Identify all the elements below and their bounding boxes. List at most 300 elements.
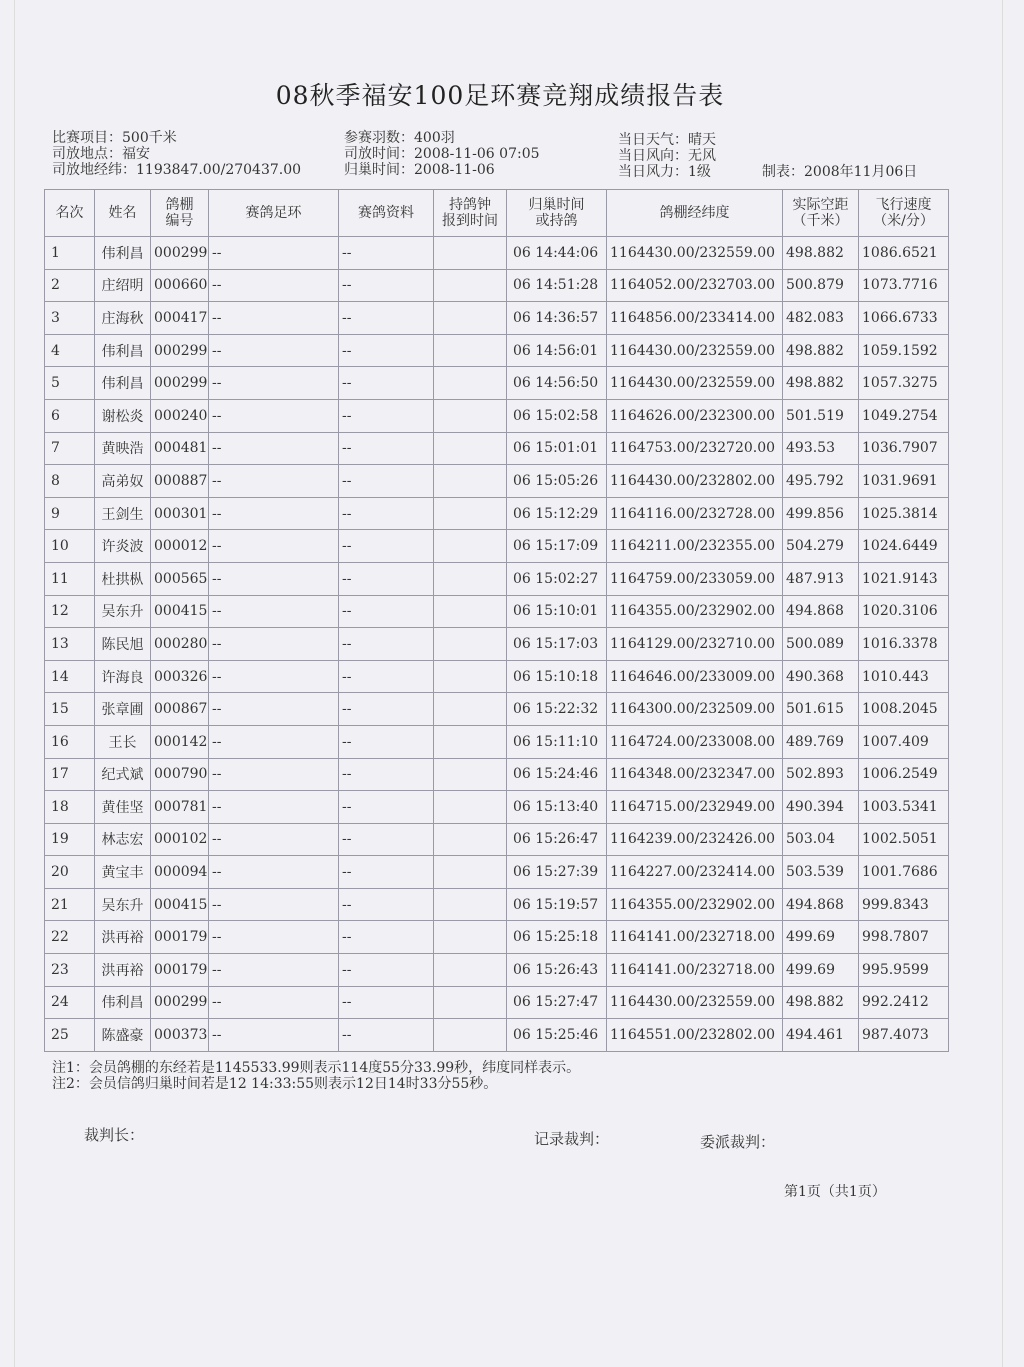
cell-coord: 1164646.00/233009.00 (607, 660, 783, 693)
table-header-row (45, 190, 949, 237)
cell-rank: 8 (45, 465, 95, 498)
cell-speed: 1086.6521 (859, 237, 949, 270)
cell-rank: 16 (45, 725, 95, 758)
cell-info: -- (339, 562, 434, 595)
table-row (45, 269, 949, 302)
cell-name: 伟利昌 (95, 367, 151, 400)
cell-speed: 1016.3378 (859, 628, 949, 661)
column-header: 赛鸽资料 (339, 190, 434, 237)
cell-info: -- (339, 856, 434, 889)
cell-clock (434, 595, 507, 628)
chief-referee-label: 裁判长： (84, 1126, 145, 1144)
cell-clock (434, 791, 507, 824)
cell-info: -- (339, 334, 434, 367)
cell-name: 谢松炎 (95, 399, 151, 432)
cell-loft: 000660 (151, 269, 209, 302)
column-header: 鸽棚经纬度 (607, 190, 783, 237)
cell-coord: 1164116.00/232728.00 (607, 497, 783, 530)
cell-time: 06 15:26:47 (507, 823, 607, 856)
cell-ring: -- (209, 302, 339, 335)
column-header: 姓名 (95, 190, 151, 237)
cell-dist: 482.083 (783, 302, 859, 335)
cell-loft: 000179 (151, 954, 209, 987)
cell-loft: 000565 (151, 562, 209, 595)
cell-clock (434, 465, 507, 498)
cell-clock (434, 660, 507, 693)
cell-time: 06 15:22:32 (507, 693, 607, 726)
cell-ring: -- (209, 334, 339, 367)
column-header: 飞行速度 （米/分） (859, 190, 949, 237)
column-header: 持鸽钟 报到时间 (434, 190, 507, 237)
cell-loft: 000417 (151, 302, 209, 335)
cell-loft: 000867 (151, 693, 209, 726)
cell-clock (434, 758, 507, 791)
cell-name: 洪再裕 (95, 921, 151, 954)
cell-speed: 1024.6449 (859, 530, 949, 563)
cell-loft: 000373 (151, 1019, 209, 1052)
cell-ring: -- (209, 497, 339, 530)
cell-rank: 17 (45, 758, 95, 791)
table-row (45, 497, 949, 530)
table-row (45, 334, 949, 367)
cell-rank: 9 (45, 497, 95, 530)
cell-loft: 000415 (151, 888, 209, 921)
info-item: 当日风向：无风 (618, 148, 716, 164)
cell-info: -- (339, 758, 434, 791)
cell-time: 06 15:10:01 (507, 595, 607, 628)
cell-loft: 000142 (151, 725, 209, 758)
cell-time: 06 15:25:18 (507, 921, 607, 954)
cell-time: 06 15:01:01 (507, 432, 607, 465)
cell-dist: 503.539 (783, 856, 859, 889)
cell-speed: 1021.9143 (859, 562, 949, 595)
cell-dist: 494.461 (783, 1019, 859, 1052)
cell-rank: 18 (45, 791, 95, 824)
table-row (45, 823, 949, 856)
info-item: 当日天气：晴天 (618, 132, 716, 148)
column-header: 赛鸽足环 (209, 190, 339, 237)
cell-clock (434, 269, 507, 302)
cell-speed: 987.4073 (859, 1019, 949, 1052)
cell-dist: 500.879 (783, 269, 859, 302)
info-item: 司放地经纬：1193847.00/270437.00 (52, 162, 302, 178)
cell-coord: 1164724.00/233008.00 (607, 725, 783, 758)
cell-clock (434, 1019, 507, 1052)
cell-clock (434, 921, 507, 954)
cell-speed: 1006.2549 (859, 758, 949, 791)
cell-coord: 1164355.00/232902.00 (607, 595, 783, 628)
cell-time: 06 15:12:29 (507, 497, 607, 530)
cell-ring: -- (209, 595, 339, 628)
cell-name: 高弟奴 (95, 465, 151, 498)
cell-coord: 1164348.00/232347.00 (607, 758, 783, 791)
cell-info: -- (339, 269, 434, 302)
cell-clock (434, 856, 507, 889)
cell-ring: -- (209, 1019, 339, 1052)
cell-speed: 998.7807 (859, 921, 949, 954)
cell-coord: 1164430.00/232802.00 (607, 465, 783, 498)
info-item: 司放地点：福安 (52, 146, 150, 162)
cell-loft: 000094 (151, 856, 209, 889)
cell-speed: 992.2412 (859, 986, 949, 1019)
cell-clock (434, 562, 507, 595)
cell-speed: 1002.5051 (859, 823, 949, 856)
cell-loft: 000102 (151, 823, 209, 856)
cell-ring: -- (209, 791, 339, 824)
cell-dist: 494.868 (783, 595, 859, 628)
cell-clock (434, 954, 507, 987)
cell-speed: 1066.6733 (859, 302, 949, 335)
cell-rank: 20 (45, 856, 95, 889)
cell-speed: 1073.7716 (859, 269, 949, 302)
cell-time: 06 15:19:57 (507, 888, 607, 921)
cell-clock (434, 399, 507, 432)
cell-info: -- (339, 888, 434, 921)
cell-dist: 489.769 (783, 725, 859, 758)
cell-ring: -- (209, 432, 339, 465)
cell-info: -- (339, 823, 434, 856)
cell-ring: -- (209, 660, 339, 693)
cell-coord: 1164430.00/232559.00 (607, 237, 783, 270)
column-header: 实际空距 （千米） (783, 190, 859, 237)
cell-name: 王剑生 (95, 497, 151, 530)
cell-rank: 12 (45, 595, 95, 628)
results-table (44, 189, 949, 1052)
cell-coord: 1164759.00/233059.00 (607, 562, 783, 595)
table-row (45, 791, 949, 824)
cell-rank: 7 (45, 432, 95, 465)
cell-rank: 25 (45, 1019, 95, 1052)
cell-dist: 499.856 (783, 497, 859, 530)
cell-dist: 503.04 (783, 823, 859, 856)
cell-dist: 499.69 (783, 921, 859, 954)
page-number: 第1页（共1页） (784, 1184, 886, 1200)
cell-clock (434, 693, 507, 726)
cell-rank: 13 (45, 628, 95, 661)
cell-time: 06 15:25:46 (507, 1019, 607, 1052)
cell-speed: 1007.409 (859, 725, 949, 758)
cell-rank: 6 (45, 399, 95, 432)
cell-ring: -- (209, 758, 339, 791)
info-item: 司放时间：2008-11-06 07:05 (344, 146, 540, 162)
cell-loft: 000299 (151, 986, 209, 1019)
cell-coord: 1164355.00/232902.00 (607, 888, 783, 921)
cell-dist: 493.53 (783, 432, 859, 465)
cell-dist: 500.089 (783, 628, 859, 661)
cell-coord: 1164856.00/233414.00 (607, 302, 783, 335)
cell-time: 06 14:56:01 (507, 334, 607, 367)
cell-name: 黄佳坚 (95, 791, 151, 824)
cell-rank: 14 (45, 660, 95, 693)
cell-loft: 000299 (151, 367, 209, 400)
info-column-1 (52, 130, 301, 178)
cell-dist: 498.882 (783, 334, 859, 367)
cell-time: 06 15:24:46 (507, 758, 607, 791)
table-row (45, 562, 949, 595)
cell-rank: 22 (45, 921, 95, 954)
cell-time: 06 14:51:28 (507, 269, 607, 302)
cell-dist: 490.368 (783, 660, 859, 693)
cell-clock (434, 986, 507, 1019)
cell-loft: 000415 (151, 595, 209, 628)
column-header: 鸽棚 编号 (151, 190, 209, 237)
cell-clock (434, 725, 507, 758)
info-item: 参赛羽数：400羽 (344, 130, 455, 146)
info-item: 当日风力：1级 (618, 164, 711, 180)
made-date: 制表：2008年11月06日 (762, 164, 918, 180)
cell-name: 洪再裕 (95, 954, 151, 987)
cell-coord: 1164551.00/232802.00 (607, 1019, 783, 1052)
table-row (45, 954, 949, 987)
table-row (45, 628, 949, 661)
cell-speed: 1057.3275 (859, 367, 949, 400)
table-row (45, 725, 949, 758)
cell-ring: -- (209, 856, 339, 889)
cell-dist: 487.913 (783, 562, 859, 595)
cell-time: 06 14:56:50 (507, 367, 607, 400)
cell-loft: 000781 (151, 791, 209, 824)
cell-loft: 000299 (151, 334, 209, 367)
cell-ring: -- (209, 823, 339, 856)
cell-name: 王长 (95, 725, 151, 758)
column-header: 归巢时间 或持鸽 (507, 190, 607, 237)
cell-loft: 000887 (151, 465, 209, 498)
cell-coord: 1164753.00/232720.00 (607, 432, 783, 465)
table-row (45, 660, 949, 693)
cell-dist: 501.615 (783, 693, 859, 726)
cell-rank: 21 (45, 888, 95, 921)
cell-time: 06 15:17:03 (507, 628, 607, 661)
cell-dist: 498.882 (783, 986, 859, 1019)
footnote-1: 注1：会员鸽棚的东经若是1145533.99则表示114度55分33.99秒，纬度同样表示。 (52, 1060, 581, 1076)
cell-time: 06 15:27:47 (507, 986, 607, 1019)
cell-ring: -- (209, 693, 339, 726)
info-item: 归巢时间：2008-11-06 (344, 162, 495, 178)
cell-dist: 502.893 (783, 758, 859, 791)
cell-coord: 1164430.00/232559.00 (607, 986, 783, 1019)
table-row (45, 367, 949, 400)
cell-coord: 1164715.00/232949.00 (607, 791, 783, 824)
cell-name: 伟利昌 (95, 334, 151, 367)
cell-time: 06 15:27:39 (507, 856, 607, 889)
cell-name: 黄映浩 (95, 432, 151, 465)
cell-ring: -- (209, 954, 339, 987)
cell-rank: 1 (45, 237, 95, 270)
cell-coord: 1164430.00/232559.00 (607, 367, 783, 400)
cell-ring: -- (209, 237, 339, 270)
cell-name: 林志宏 (95, 823, 151, 856)
table-row (45, 856, 949, 889)
cell-info: -- (339, 986, 434, 1019)
cell-speed: 1036.7907 (859, 432, 949, 465)
cell-rank: 24 (45, 986, 95, 1019)
cell-time: 06 14:44:06 (507, 237, 607, 270)
report-title: 08秋季福安100足环赛竞翔成绩报告表 (275, 81, 725, 110)
cell-coord: 1164141.00/232718.00 (607, 954, 783, 987)
cell-loft: 000179 (151, 921, 209, 954)
cell-dist: 504.279 (783, 530, 859, 563)
cell-time: 06 14:36:57 (507, 302, 607, 335)
cell-ring: -- (209, 399, 339, 432)
info-column-2 (344, 130, 540, 178)
column-header: 名次 (45, 190, 95, 237)
cell-loft: 000240 (151, 399, 209, 432)
cell-time: 06 15:02:58 (507, 399, 607, 432)
table-row (45, 758, 949, 791)
cell-info: -- (339, 497, 434, 530)
cell-ring: -- (209, 628, 339, 661)
cell-coord: 1164626.00/232300.00 (607, 399, 783, 432)
cell-rank: 19 (45, 823, 95, 856)
table-row (45, 302, 949, 335)
cell-rank: 10 (45, 530, 95, 563)
cell-info: -- (339, 693, 434, 726)
cell-info: -- (339, 367, 434, 400)
cell-speed: 999.8343 (859, 888, 949, 921)
cell-dist: 494.868 (783, 888, 859, 921)
table-row (45, 888, 949, 921)
cell-dist: 490.394 (783, 791, 859, 824)
cell-loft: 000326 (151, 660, 209, 693)
cell-speed: 1025.3814 (859, 497, 949, 530)
cell-name: 陈民旭 (95, 628, 151, 661)
cell-clock (434, 497, 507, 530)
info-item: 比赛项目：500千米 (52, 130, 177, 146)
footnote-2: 注2：会员信鸽归巢时间若是12 14:33:55则表示12日14时33分55秒。 (52, 1076, 498, 1092)
cell-ring: -- (209, 562, 339, 595)
cell-speed: 1010.443 (859, 660, 949, 693)
cell-clock (434, 530, 507, 563)
cell-coord: 1164141.00/232718.00 (607, 921, 783, 954)
cell-info: -- (339, 530, 434, 563)
cell-ring: -- (209, 269, 339, 302)
cell-rank: 23 (45, 954, 95, 987)
cell-dist: 498.882 (783, 367, 859, 400)
cell-info: -- (339, 921, 434, 954)
cell-ring: -- (209, 465, 339, 498)
cell-name: 陈盛豪 (95, 1019, 151, 1052)
cell-rank: 11 (45, 562, 95, 595)
cell-name: 杜拱枞 (95, 562, 151, 595)
table-row (45, 595, 949, 628)
cell-name: 庄绍明 (95, 269, 151, 302)
cell-info: -- (339, 399, 434, 432)
table-body (45, 237, 949, 1052)
table-row (45, 399, 949, 432)
cell-ring: -- (209, 888, 339, 921)
cell-rank: 4 (45, 334, 95, 367)
cell-ring: -- (209, 367, 339, 400)
cell-clock (434, 823, 507, 856)
cell-info: -- (339, 237, 434, 270)
page-edge-right (1002, 0, 1003, 1367)
cell-speed: 1049.2754 (859, 399, 949, 432)
cell-coord: 1164227.00/232414.00 (607, 856, 783, 889)
cell-ring: -- (209, 530, 339, 563)
table-row (45, 921, 949, 954)
cell-time: 06 15:02:27 (507, 562, 607, 595)
cell-loft: 000481 (151, 432, 209, 465)
cell-dist: 501.519 (783, 399, 859, 432)
cell-rank: 3 (45, 302, 95, 335)
cell-dist: 498.882 (783, 237, 859, 270)
cell-info: -- (339, 725, 434, 758)
cell-time: 06 15:10:18 (507, 660, 607, 693)
cell-coord: 1164211.00/232355.00 (607, 530, 783, 563)
cell-time: 06 15:05:26 (507, 465, 607, 498)
cell-name: 伟利昌 (95, 237, 151, 270)
cell-time: 06 15:13:40 (507, 791, 607, 824)
cell-loft: 000012 (151, 530, 209, 563)
cell-rank: 5 (45, 367, 95, 400)
table-row (45, 465, 949, 498)
cell-speed: 1059.1592 (859, 334, 949, 367)
cell-clock (434, 432, 507, 465)
cell-time: 06 15:11:10 (507, 725, 607, 758)
cell-coord: 1164129.00/232710.00 (607, 628, 783, 661)
cell-clock (434, 237, 507, 270)
cell-time: 06 15:17:09 (507, 530, 607, 563)
cell-info: -- (339, 954, 434, 987)
page-edge-left (14, 0, 15, 1367)
cell-name: 纪式斌 (95, 758, 151, 791)
recorder-referee-label: 记录裁判： (534, 1130, 610, 1148)
cell-info: -- (339, 302, 434, 335)
cell-name: 张章圃 (95, 693, 151, 726)
cell-coord: 1164052.00/232703.00 (607, 269, 783, 302)
table-row (45, 986, 949, 1019)
cell-speed: 1008.2045 (859, 693, 949, 726)
cell-name: 许海良 (95, 660, 151, 693)
info-column-3 (618, 132, 716, 180)
cell-dist: 495.792 (783, 465, 859, 498)
cell-clock (434, 302, 507, 335)
table-row (45, 693, 949, 726)
cell-coord: 1164430.00/232559.00 (607, 334, 783, 367)
cell-name: 吴东升 (95, 595, 151, 628)
cell-info: -- (339, 595, 434, 628)
cell-dist: 499.69 (783, 954, 859, 987)
cell-clock (434, 628, 507, 661)
cell-speed: 995.9599 (859, 954, 949, 987)
cell-coord: 1164239.00/232426.00 (607, 823, 783, 856)
cell-loft: 000280 (151, 628, 209, 661)
cell-time: 06 15:26:43 (507, 954, 607, 987)
cell-info: -- (339, 1019, 434, 1052)
cell-loft: 000790 (151, 758, 209, 791)
cell-info: -- (339, 432, 434, 465)
table-row (45, 530, 949, 563)
cell-ring: -- (209, 986, 339, 1019)
cell-loft: 000301 (151, 497, 209, 530)
cell-info: -- (339, 628, 434, 661)
cell-speed: 1031.9691 (859, 465, 949, 498)
cell-clock (434, 334, 507, 367)
cell-loft: 000299 (151, 237, 209, 270)
cell-coord: 1164300.00/232509.00 (607, 693, 783, 726)
cell-info: -- (339, 791, 434, 824)
cell-speed: 1003.5341 (859, 791, 949, 824)
delegate-referee-label: 委派裁判： (700, 1133, 776, 1151)
cell-name: 吴东升 (95, 888, 151, 921)
cell-ring: -- (209, 725, 339, 758)
cell-name: 伟利昌 (95, 986, 151, 1019)
cell-clock (434, 888, 507, 921)
cell-ring: -- (209, 921, 339, 954)
cell-rank: 15 (45, 693, 95, 726)
table-row (45, 1019, 949, 1052)
cell-info: -- (339, 660, 434, 693)
